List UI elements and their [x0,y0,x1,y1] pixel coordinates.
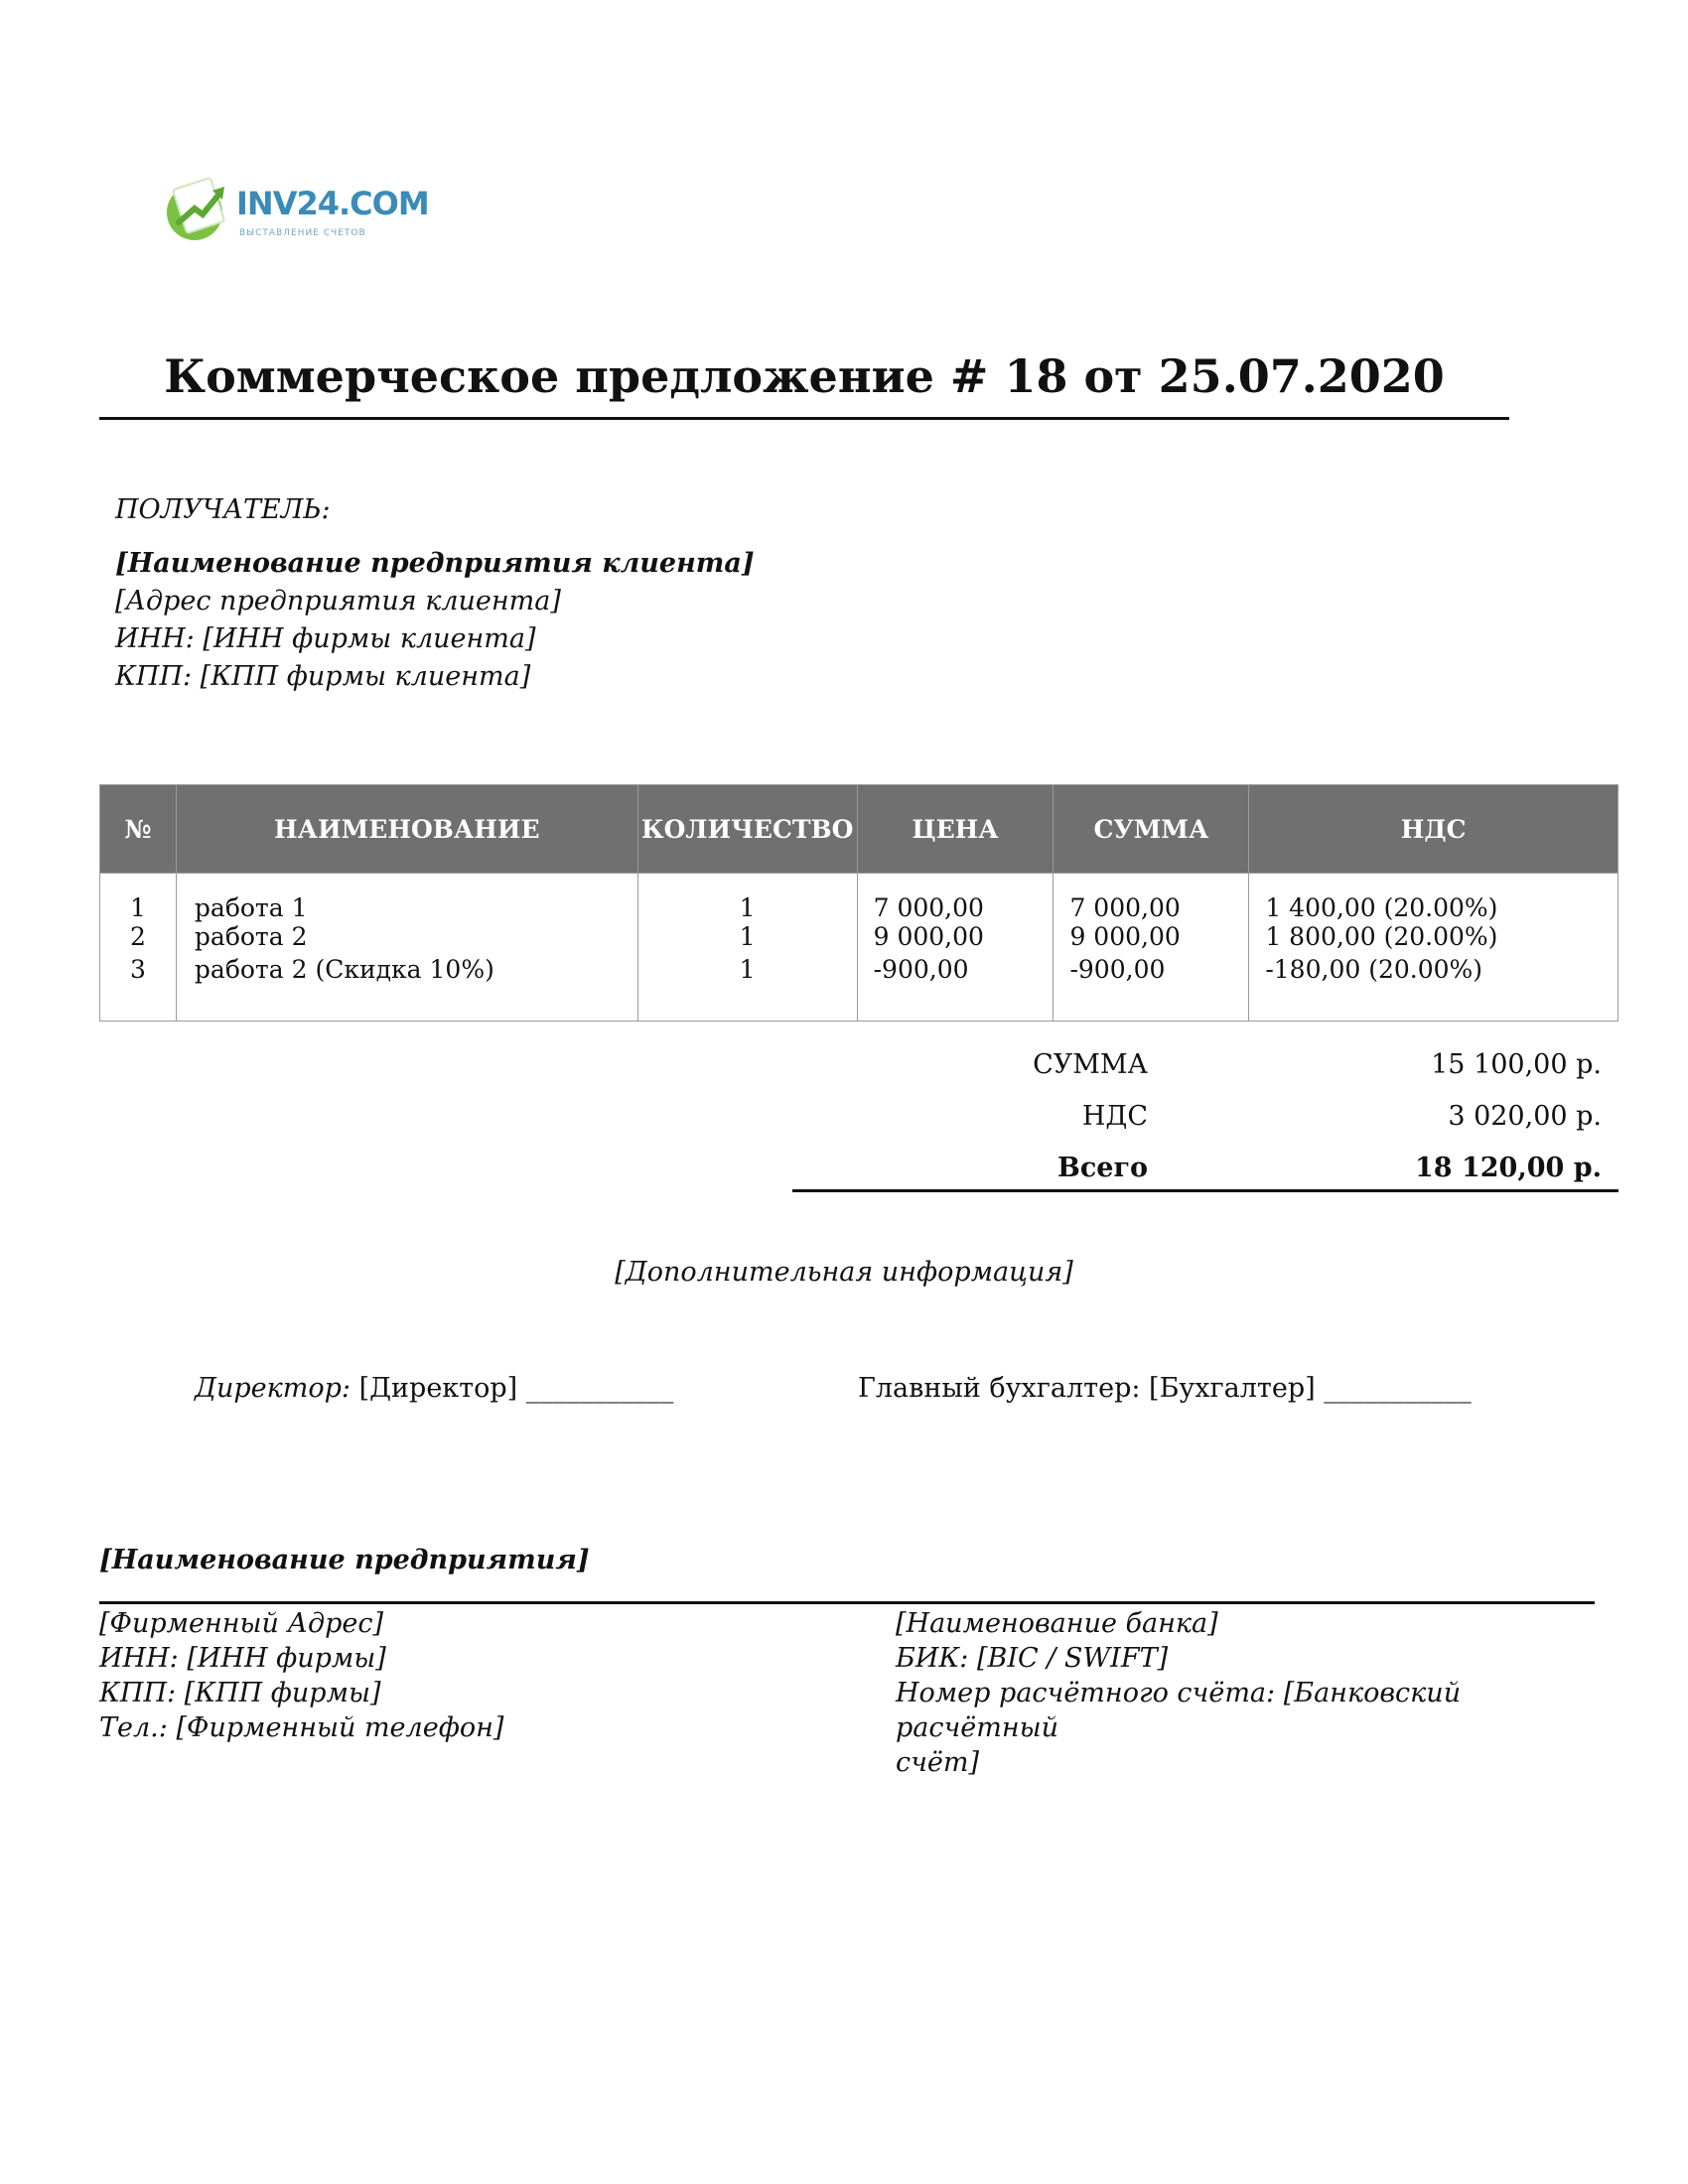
cell-price: -900,00 [857,955,1054,988]
table-row [100,955,1618,988]
director-signature [195,1373,673,1404]
invoice-arrow-logo-icon [165,173,236,244]
cell-price: 7 000,00 [857,874,1054,923]
cell-vat: 1 800,00 (20.00%) [1249,922,1618,955]
company-address: [Фирменный Адрес] [99,1608,383,1639]
table-row [100,874,1618,923]
recipient-heading: ПОЛУЧАТЕЛЬ: [115,494,331,525]
total-vat-label: НДС [1081,1101,1148,1132]
cell-price: 9 000,00 [857,922,1054,955]
company-details [99,1606,503,1745]
cell-qty: 1 [637,922,857,955]
cell-sum: 9 000,00 [1054,922,1249,955]
cell-name: работа 2 (Скидка 10%) [176,955,637,988]
cell-num: 3 [100,955,177,988]
footer-divider [99,1601,1595,1604]
header-sum: СУММА [1054,785,1249,874]
recipient-address: [Адрес предприятия клиента] [115,586,561,616]
bank-name: [Наименование банка] [896,1608,1218,1639]
cell-qty: 1 [637,955,857,988]
bank-bic: БИК: [BIC / SWIFT] [896,1643,1169,1674]
items-table [99,784,1618,1022]
title-divider [99,417,1509,420]
table-row [100,922,1618,955]
director-value: [Директор] ___________ [358,1373,674,1404]
company-logo [165,173,429,252]
company-kpp: КПП: [КПП фирмы] [99,1678,381,1708]
bank-account-line2: счёт] [896,1747,980,1778]
header-num: № [100,785,177,874]
cell-name: работа 2 [176,922,637,955]
total-vat-value: 3 020,00 р. [1448,1101,1602,1132]
accountant-signature [858,1373,1472,1404]
cell-sum: -900,00 [1054,955,1249,988]
logo-brand-text: INV24.COM [236,185,429,222]
accountant-value: [Бухгалтер] ___________ [1149,1373,1472,1404]
header-price: ЦЕНА [857,785,1054,874]
table-header-row [100,785,1618,874]
header-qty: КОЛИЧЕСТВО [637,785,857,874]
bank-details [896,1606,1611,1780]
total-sum-label: СУММА [1033,1049,1148,1080]
cell-vat: 1 400,00 (20.00%) [1249,874,1618,923]
grand-total-label: Всего [1057,1153,1148,1183]
totals-divider [792,1189,1618,1192]
table-bottom-spacer [100,988,1618,1021]
cell-num: 1 [100,874,177,923]
document-title: Коммерческое предложение # 18 от 25.07.2020 [164,349,1445,403]
director-label: Директор: [195,1373,351,1404]
accountant-label: Главный бухгалтер: [858,1373,1141,1404]
cell-sum: 7 000,00 [1054,874,1249,923]
recipient-kpp: КПП: [КПП фирмы клиента] [115,661,531,692]
cell-num: 2 [100,922,177,955]
grand-total-value: 18 120,00 р. [1415,1153,1602,1183]
total-sum-value: 15 100,00 р. [1431,1049,1602,1080]
company-phone: Тел.: [Фирменный телефон] [99,1712,504,1743]
logo-subtitle: ВЫСТАВЛЕНИЕ СЧЕТОВ [239,228,366,238]
company-inn: ИНН: [ИНН фирмы] [99,1643,386,1674]
bank-account-line1: Номер расчётного счёта: [Банковский расчётный [896,1678,1462,1743]
cell-vat: -180,00 (20.00%) [1249,955,1618,988]
cell-name: работа 1 [176,874,637,923]
recipient-inn: ИНН: [ИНН фирмы клиента] [115,623,536,654]
recipient-block [115,491,755,696]
additional-info: [Дополнительная информация] [615,1257,1073,1288]
recipient-company: [Наименование предприятия клиента] [115,548,755,579]
company-name: [Наименование предприятия] [99,1545,590,1575]
header-vat: НДС [1249,785,1618,874]
cell-qty: 1 [637,874,857,923]
header-name: НАИМЕНОВАНИЕ [176,785,637,874]
